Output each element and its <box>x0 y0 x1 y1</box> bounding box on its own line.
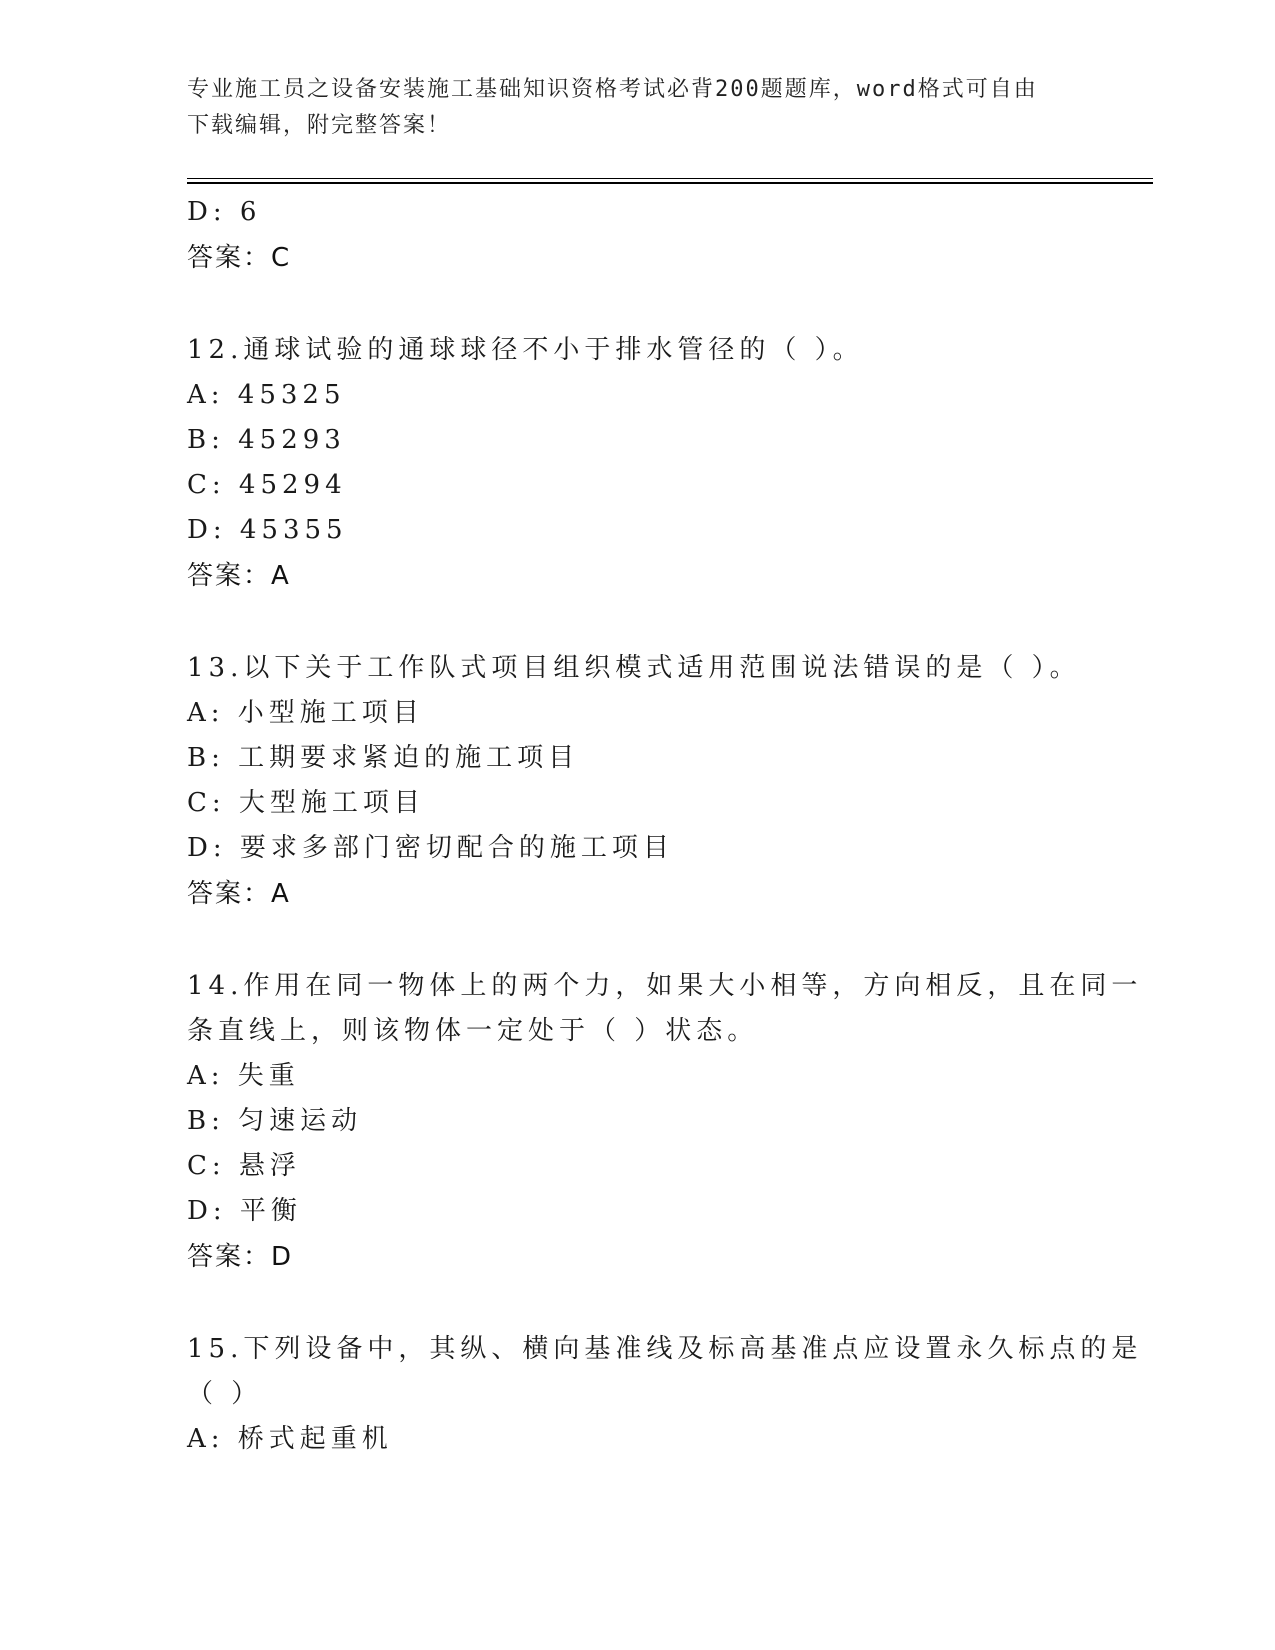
question-stem-line-1: 15.下列设备中，其纵、横向基准线及标高基准点应设置永久标点的是 <box>187 1334 1143 1364</box>
question-stem-line-2: （ ） <box>187 1379 263 1409</box>
option-c: C: 悬浮 <box>187 1151 301 1181</box>
option-a: A: 失重 <box>187 1061 300 1091</box>
question-list <box>187 190 1143 1462</box>
question-stem: 13.以下关于工作队式项目组织模式适用范围说法错误的是（ ）。 <box>187 653 1081 683</box>
question-stem-line-2: 条直线上，则该物体一定处于（ ）状态。 <box>187 1016 759 1046</box>
header-line-2: 下载编辑，附完整答案！ <box>187 113 452 138</box>
header-line-1: 专业施工员之设备安装施工基础知识资格考试必背200题题库，word格式可自由 <box>187 77 1038 102</box>
option-b: B: 匀速运动 <box>187 1106 363 1136</box>
option-c: C: 45294 <box>187 470 347 500</box>
answer-line: 答案：A <box>187 879 291 909</box>
option-d: D: 45355 <box>187 515 348 545</box>
option-a: A: 小型施工项目 <box>187 698 424 728</box>
option-a: A: 桥式起重机 <box>187 1424 393 1454</box>
option-c: C: 大型施工项目 <box>187 788 425 818</box>
option-d: D: 要求多部门密切配合的施工项目 <box>187 833 674 863</box>
header-divider-thin <box>187 178 1153 179</box>
option-a: A: 45325 <box>187 380 346 410</box>
header-divider-thick <box>187 182 1153 184</box>
answer-line: 答案：A <box>187 561 291 591</box>
option-b: B: 工期要求紧迫的施工项目 <box>187 743 580 773</box>
answer-line: 答案：D <box>187 1242 294 1272</box>
question-stem-line-1: 14.作用在同一物体上的两个力，如果大小相等，方向相反，且在同一 <box>187 971 1143 1001</box>
option-d: D: 平衡 <box>187 1196 302 1226</box>
option-d: D: 6 <box>187 197 262 227</box>
question-stem: 12.通球试验的通球球径不小于排水管径的（ ）。 <box>187 335 864 365</box>
option-b: B: 45293 <box>187 425 346 455</box>
answer-line: 答案：C <box>187 243 292 273</box>
page-header <box>187 72 1067 144</box>
